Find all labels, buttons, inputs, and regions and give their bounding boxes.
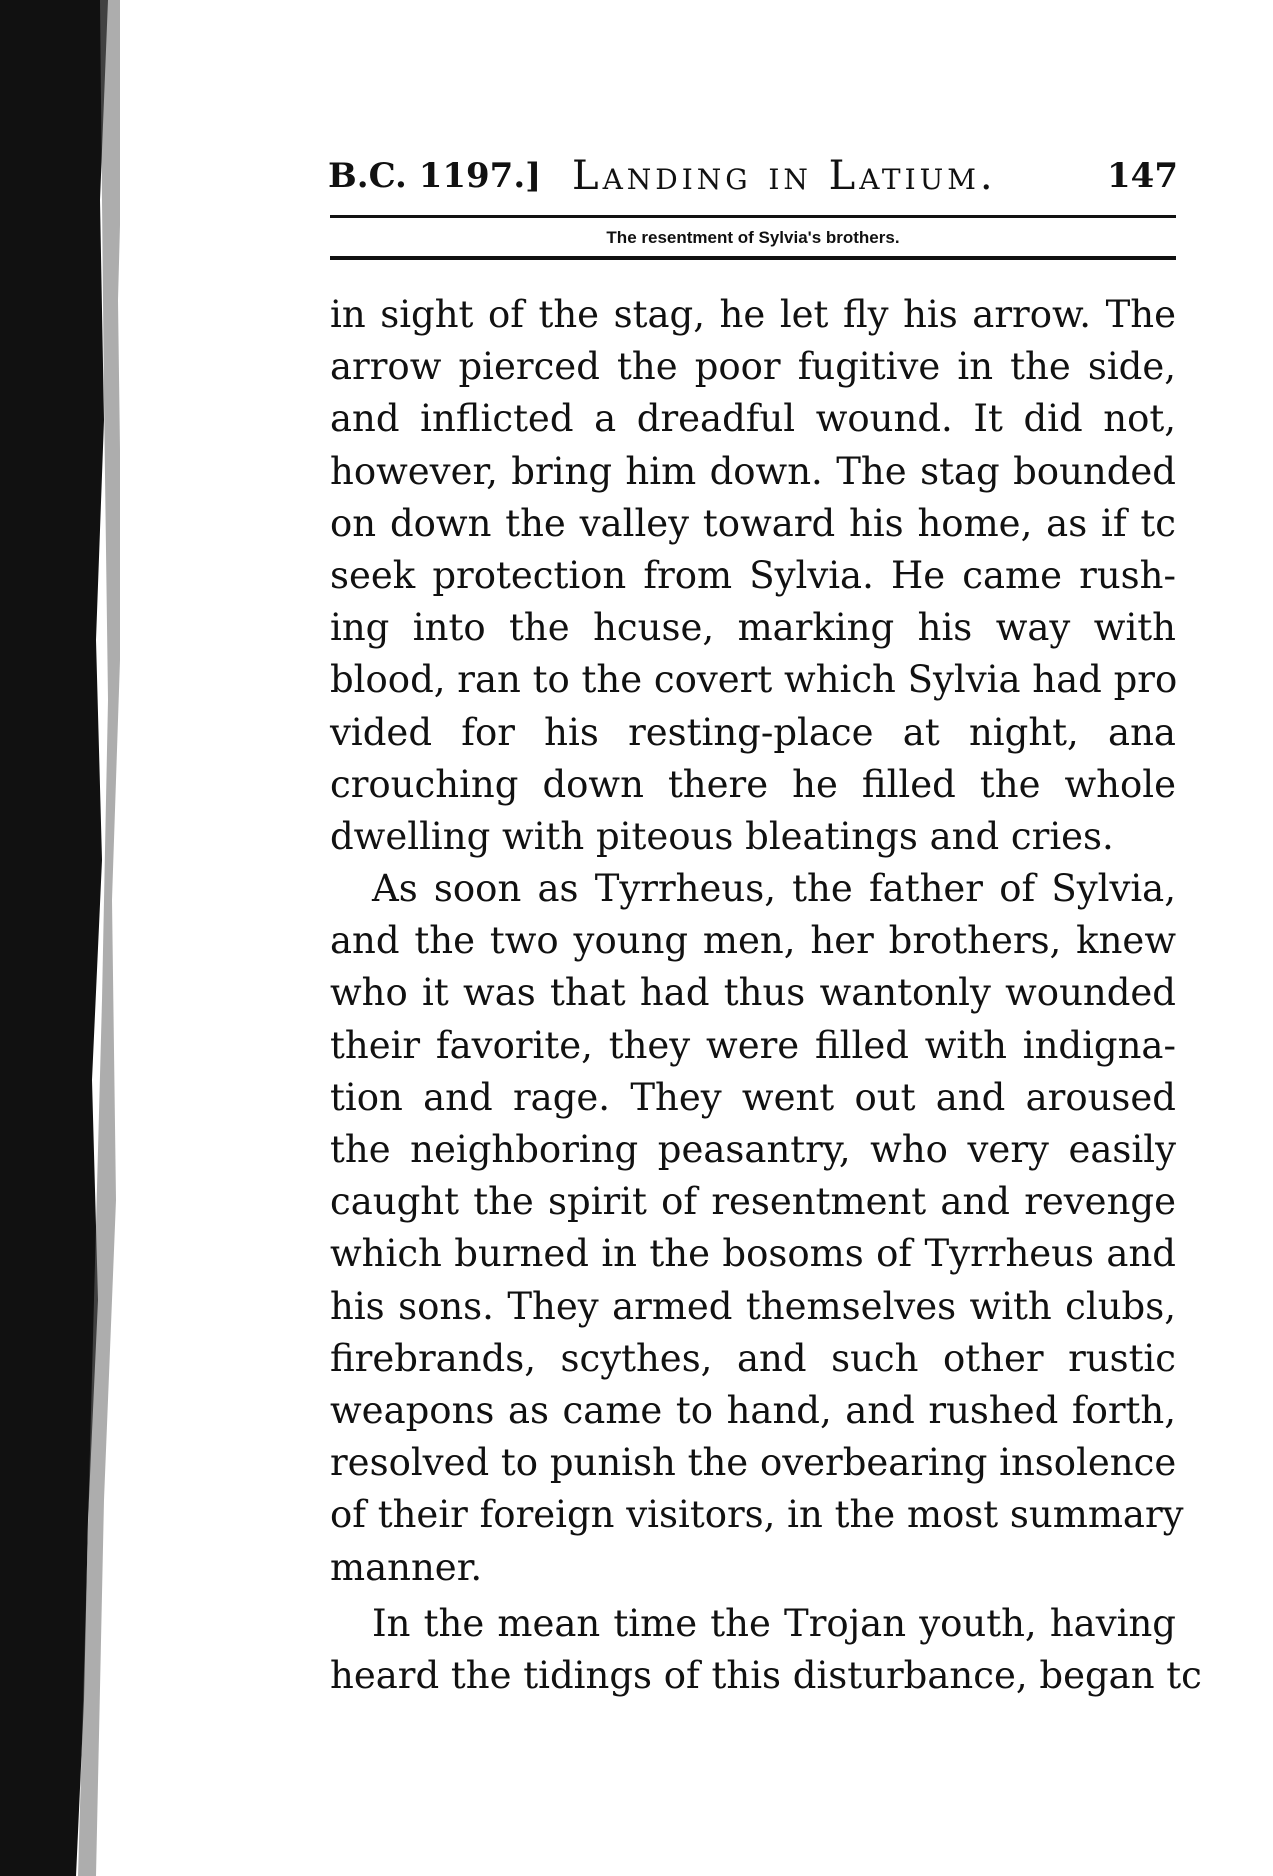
text-line: however, bring him down. The stag bounded xyxy=(330,449,1176,493)
text-line: As soon as Tyrrheus, the father of Sylvia, xyxy=(372,867,1176,911)
text-line: weapons as came to hand, and rushed forth, xyxy=(330,1388,1176,1432)
body-text xyxy=(330,289,1202,1702)
text-line: their favorite, they were filled with indigna- xyxy=(330,1023,1176,1067)
text-line: manner. xyxy=(330,1545,483,1589)
text-line: the neighboring peasantry, who very easily xyxy=(330,1128,1176,1171)
text-line: resolved to punish the overbearing insolence xyxy=(330,1441,1177,1485)
page-number: 147 xyxy=(1107,156,1178,196)
text-line: firebrands, scythes, and such other rustic xyxy=(330,1336,1176,1380)
text-line: arrow pierced the poor fugitive in the side, xyxy=(330,345,1176,389)
text-line: of their foreign visitors, in the most summary xyxy=(330,1493,1184,1537)
text-line: which burned in the bosoms of Tyrrheus and xyxy=(330,1232,1176,1276)
text-line: his sons. They armed themselves with clubs, xyxy=(330,1284,1176,1328)
text-line: who it was that had thus wantonly wounded xyxy=(330,971,1176,1015)
text-line: in sight of the stag, he let fly his arrow. The xyxy=(330,293,1176,336)
text-line: seek protection from Sylvia. He came rush- xyxy=(330,553,1176,597)
text-line: dwelling with piteous bleatings and cries. xyxy=(330,814,1114,858)
text-line: In the mean time the Trojan youth, having xyxy=(372,1601,1176,1645)
header-title: Landing in Latium. xyxy=(572,153,997,199)
header-rule-bottom xyxy=(330,256,1176,260)
header-date: B.C. 1197.] xyxy=(328,156,542,196)
text-line: heard the tidings of this disturbance, began tc xyxy=(330,1653,1202,1697)
text-line: tion and rage. They went out and aroused xyxy=(330,1075,1176,1119)
text-line: and the two young men, her brothers, knew xyxy=(330,919,1176,963)
running-header xyxy=(328,148,1178,208)
text-line: and inflicted a dreadful wound. It did not, xyxy=(330,397,1176,441)
text-line: crouching down there he filled the whole xyxy=(330,762,1176,806)
text-line: blood, ran to the covert which Sylvia had pro xyxy=(330,658,1178,702)
page-binding-shadow xyxy=(0,0,120,1876)
text-line: caught the spirit of resentment and revenge xyxy=(330,1180,1176,1224)
text-line: on down the valley toward his home, as if tc xyxy=(330,501,1176,545)
page-subheading: The resentment of Sylvia's brothers. xyxy=(606,228,900,247)
text-line: ing into the hcuse, marking his way with xyxy=(330,606,1176,650)
header-rule-top xyxy=(330,215,1176,218)
text-line: vided for his resting-place at night, ana xyxy=(330,710,1176,754)
